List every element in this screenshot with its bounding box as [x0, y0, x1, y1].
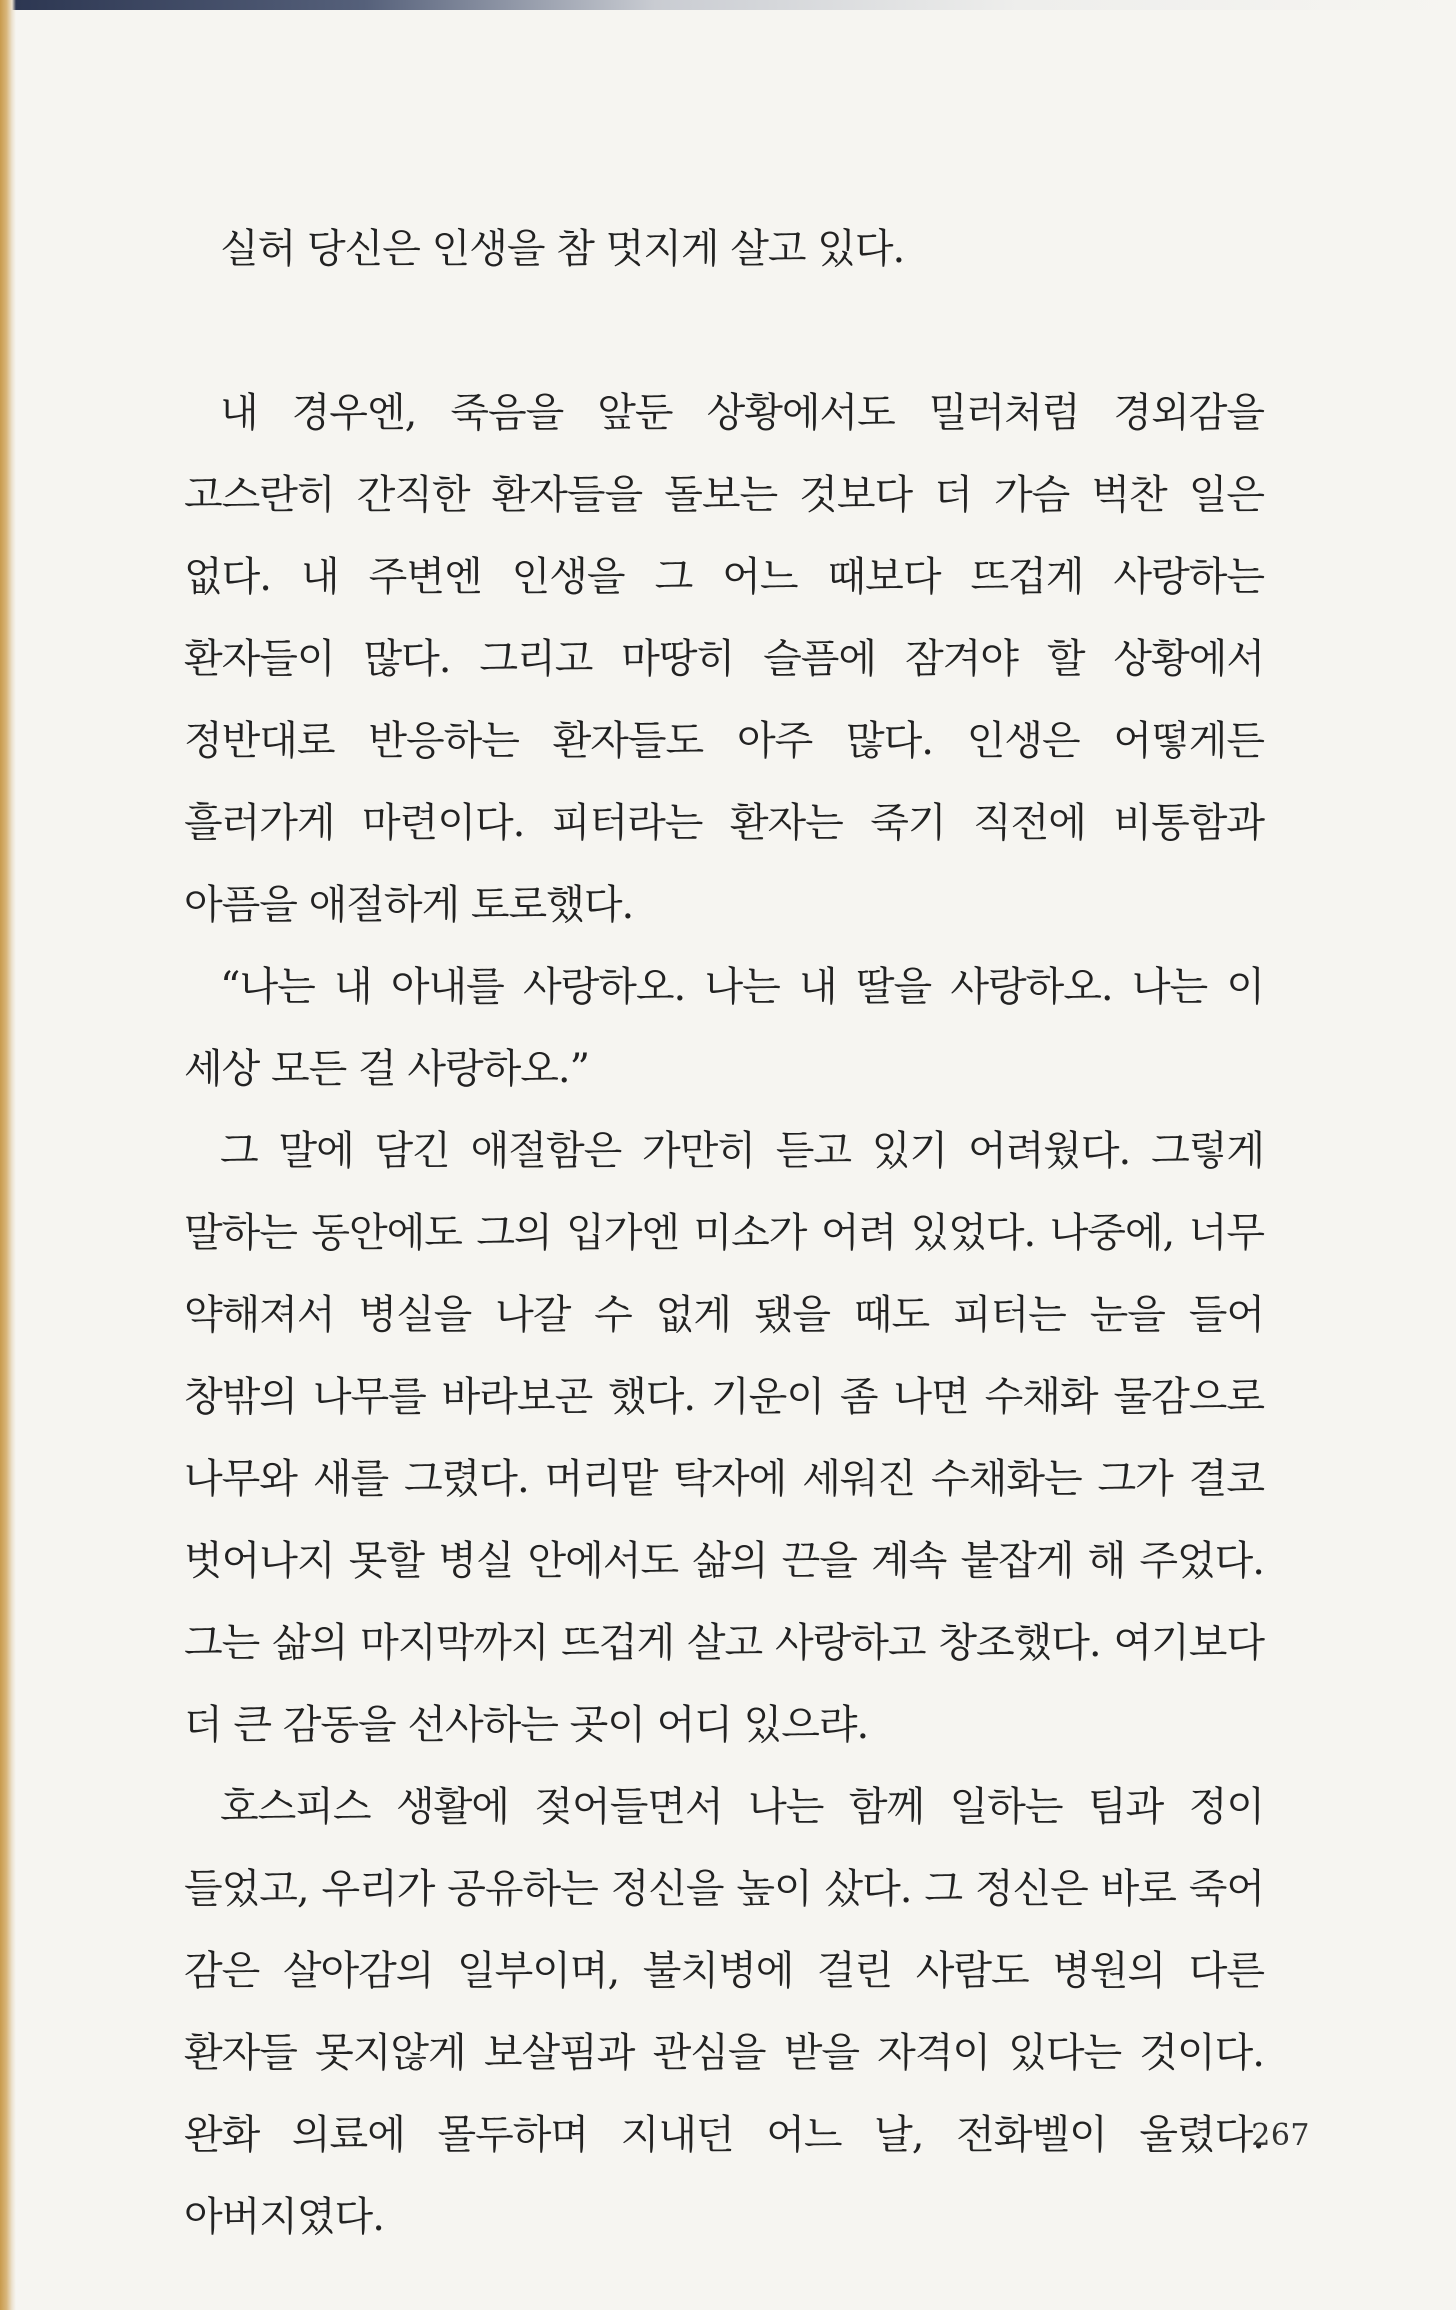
paragraph-gap — [184, 290, 1264, 372]
book-binding-edge — [0, 0, 16, 2310]
paragraph-4: 그 말에 담긴 애절함은 가만히 듣고 있기 어려웠다. 그렇게 말하는 동안에도 그의 입가엔 미소가 어려 있었다. 나중에, 너무 약해져서 병실을 나갈 수 없게 됐을 때도 피터는 눈을 들어 창밖의 나무를 바라보곤 했다. 기운이 좀 나면 수채화 물감으로 나무와 새를 그렸다. 머리맡 탁자에 세워진 수채화는 그가 결코 벗어나지 못할 병실 안에서도 삶의 끈을 계속 붙잡게 해 주었다. 그는 삶의 마지막까지 뜨겁게 살고 사랑하고 창조했다. 여기보다 더 큰 감동을 선사하는 곳이 어디 있으랴. — [184, 1128, 1264, 1748]
paragraph-2: 내 경우엔, 죽음을 앞둔 상황에서도 밀러처럼 경외감을 고스란히 간직한 환자들을 돌보는 것보다 더 가슴 벅찬 일은 없다. 내 주변엔 인생을 그 어느 때보다 뜨겁게 사랑하는 환자들이 많다. 그리고 마땅히 슬픔에 잠겨야 할 상황에서 정반대로 반응하는 환자들도 아주 많다. 인생은 어떻게든 흘러가게 마련이다. 피터라는 환자는 죽기 직전에 비통함과 아픔을 애절하게 토로했다. — [184, 390, 1264, 928]
book-edge-top — [0, 0, 1456, 10]
paragraph-1: 실허 당신은 인생을 참 멋지게 살고 있다. — [220, 226, 905, 272]
paragraph-5: 호스피스 생활에 젖어들면서 나는 함께 일하는 팀과 정이 들었고, 우리가 공유하는 정신을 높이 샀다. 그 정신은 바로 죽어 감은 살아감의 일부이며, 불치병에 걸린 사람도 병원의 다른 환자들 못지않게 보살핌과 관심을 받을 자격이 있다는 것이다. 완화 의료에 몰두하며 지내던 어느 날, 전화벨이 울렸다. 아버지였다. — [184, 1784, 1264, 2240]
paragraph-3-quote: “나는 내 아내를 사랑하오. 나는 내 딸을 사랑하오. 나는 이 세상 모든 걸 사랑하오.” — [184, 964, 1264, 1092]
page-number: 267 — [1251, 2118, 1310, 2153]
page-body — [184, 208, 1264, 2258]
